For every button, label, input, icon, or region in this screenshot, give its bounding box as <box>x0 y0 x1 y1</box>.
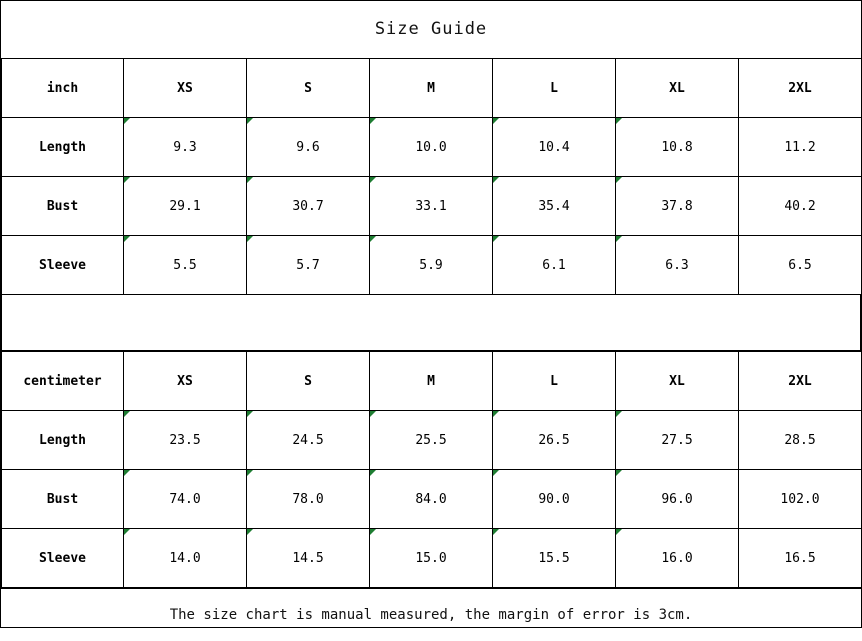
table-header-row <box>2 59 862 118</box>
cell-bust-m: 84.0 <box>370 470 493 529</box>
cell-length-2xl: 28.5 <box>739 411 862 470</box>
column-header-xl: XL <box>616 59 739 118</box>
column-header-xl: XL <box>616 352 739 411</box>
cell-bust-xs: 74.0 <box>124 470 247 529</box>
cell-bust-l: 35.4 <box>493 177 616 236</box>
column-header-m: M <box>370 59 493 118</box>
table-row <box>2 529 862 588</box>
cell-length-xs: 9.3 <box>124 118 247 177</box>
cell-bust-s: 30.7 <box>247 177 370 236</box>
row-label-bust: Bust <box>2 470 124 529</box>
unit-header-inch: inch <box>2 59 124 118</box>
cell-bust-xl: 96.0 <box>616 470 739 529</box>
cell-sleeve-l: 6.1 <box>493 236 616 295</box>
cell-length-l: 26.5 <box>493 411 616 470</box>
row-label-sleeve: Sleeve <box>2 529 124 588</box>
column-header-2xl: 2XL <box>739 59 862 118</box>
unit-header-centimeter: centimeter <box>2 352 124 411</box>
column-header-s: S <box>247 59 370 118</box>
row-label-length: Length <box>2 118 124 177</box>
page-title: Size Guide <box>374 19 488 39</box>
table-row <box>2 411 862 470</box>
cell-length-2xl: 11.2 <box>739 118 862 177</box>
cell-length-m: 25.5 <box>370 411 493 470</box>
cell-bust-l: 90.0 <box>493 470 616 529</box>
cell-sleeve-s: 14.5 <box>247 529 370 588</box>
cell-sleeve-xl: 6.3 <box>616 236 739 295</box>
cell-sleeve-xs: 5.5 <box>124 236 247 295</box>
row-label-bust: Bust <box>2 177 124 236</box>
cell-length-l: 10.4 <box>493 118 616 177</box>
column-header-m: M <box>370 352 493 411</box>
column-header-l: L <box>493 352 616 411</box>
table-header-row <box>2 352 862 411</box>
tables-wrapper <box>1 58 861 588</box>
cell-length-xl: 27.5 <box>616 411 739 470</box>
cell-bust-s: 78.0 <box>247 470 370 529</box>
cell-sleeve-m: 15.0 <box>370 529 493 588</box>
cell-length-xs: 23.5 <box>124 411 247 470</box>
row-label-length: Length <box>2 411 124 470</box>
cell-length-xl: 10.8 <box>616 118 739 177</box>
row-label-sleeve: Sleeve <box>2 236 124 295</box>
column-header-2xl: 2XL <box>739 352 862 411</box>
cell-bust-xl: 37.8 <box>616 177 739 236</box>
measurement-disclaimer: The size chart is manual measured, the margin of error is 3cm. <box>1 588 861 640</box>
column-header-xs: XS <box>124 59 247 118</box>
column-header-xs: XS <box>124 352 247 411</box>
cell-bust-2xl: 40.2 <box>739 177 862 236</box>
cell-length-s: 9.6 <box>247 118 370 177</box>
cell-length-s: 24.5 <box>247 411 370 470</box>
cell-sleeve-xl: 16.0 <box>616 529 739 588</box>
cell-length-m: 10.0 <box>370 118 493 177</box>
cell-sleeve-xs: 14.0 <box>124 529 247 588</box>
table-row <box>2 470 862 529</box>
cell-sleeve-s: 5.7 <box>247 236 370 295</box>
size-table-centimeter <box>1 351 862 588</box>
table-row <box>2 177 862 236</box>
cell-bust-xs: 29.1 <box>124 177 247 236</box>
column-header-l: L <box>493 59 616 118</box>
table-separator <box>1 295 861 351</box>
table-row <box>2 118 862 177</box>
cell-sleeve-m: 5.9 <box>370 236 493 295</box>
cell-sleeve-2xl: 6.5 <box>739 236 862 295</box>
size-table-inch <box>1 58 862 295</box>
cell-bust-m: 33.1 <box>370 177 493 236</box>
cell-bust-2xl: 102.0 <box>739 470 862 529</box>
column-header-s: S <box>247 352 370 411</box>
table-row <box>2 236 862 295</box>
cell-sleeve-2xl: 16.5 <box>739 529 862 588</box>
cell-sleeve-l: 15.5 <box>493 529 616 588</box>
